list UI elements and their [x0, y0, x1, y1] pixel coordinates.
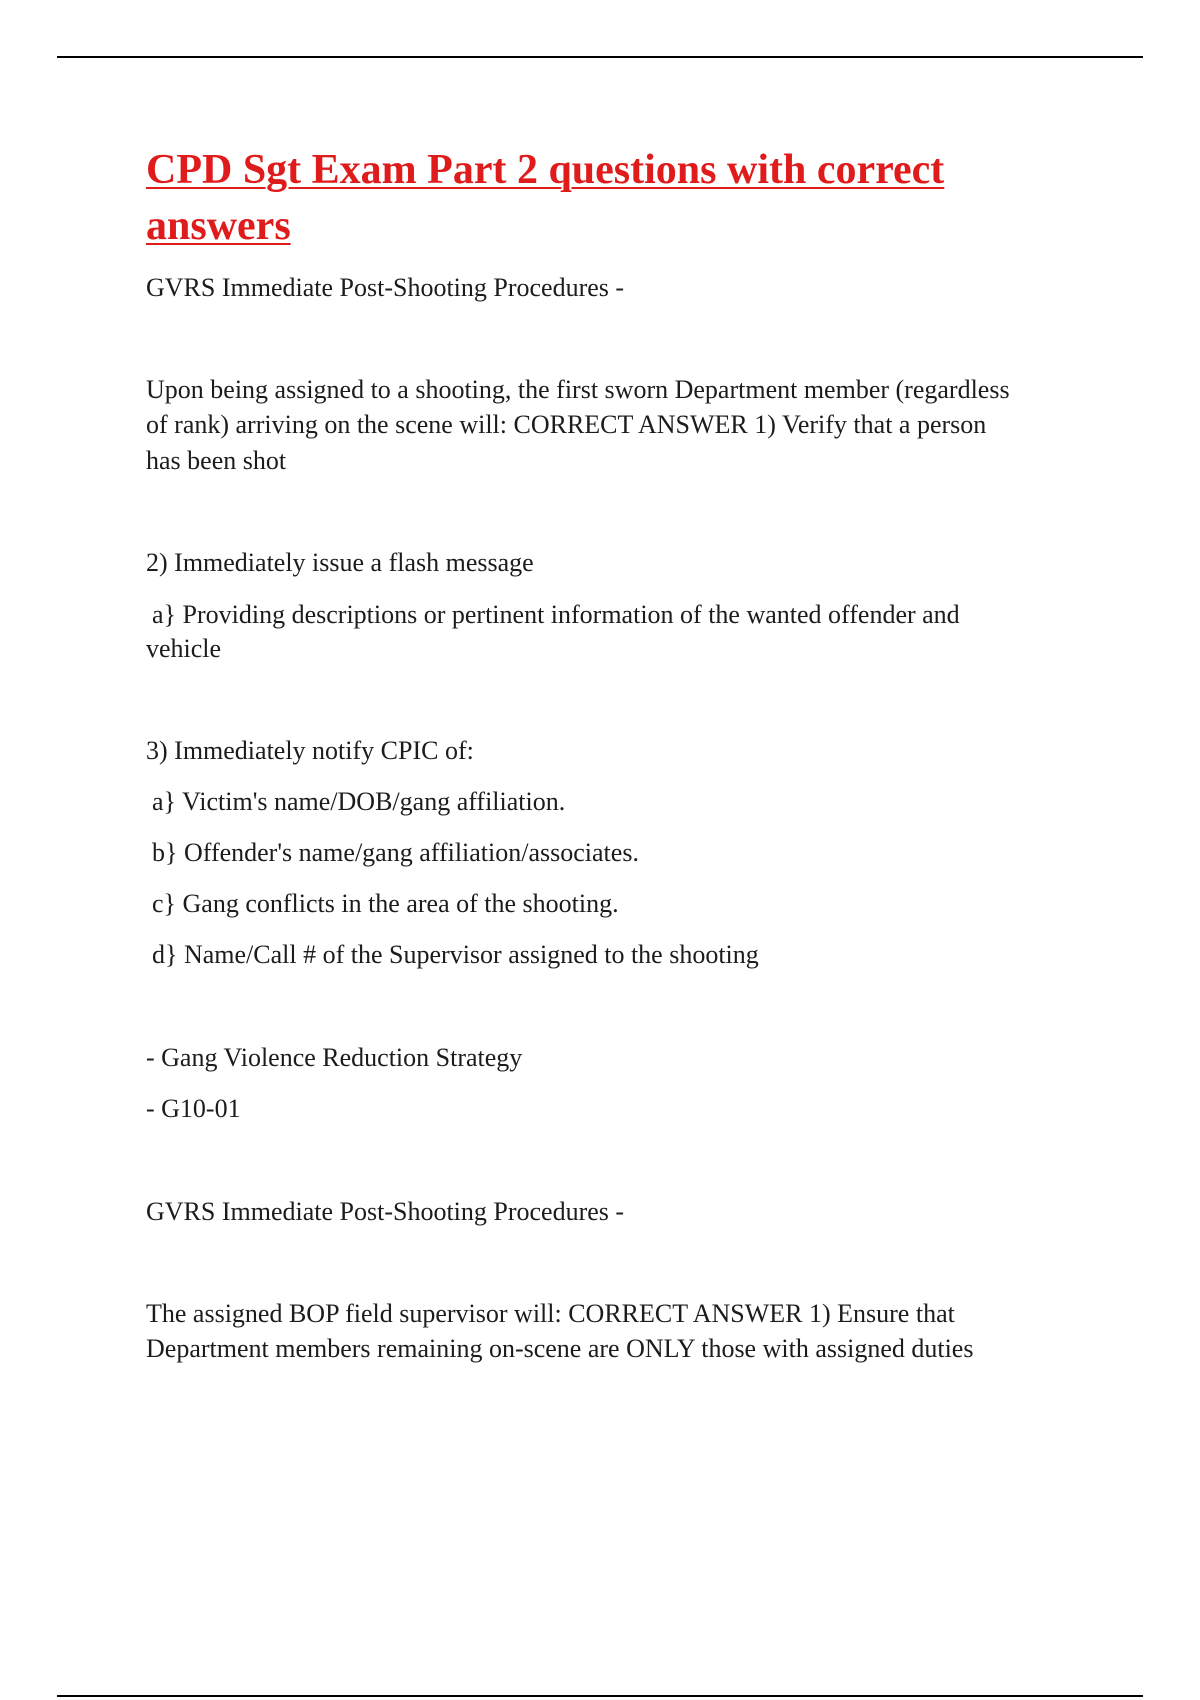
step-3-item-b: b} Offender's name/gang affiliation/associates.	[152, 838, 639, 867]
section1-question-line-2: of rank) arriving on the scene will: CORRECT ANSWER 1) Verify that a person	[146, 410, 987, 439]
step-3-item-d: d} Name/Call # of the Supervisor assigned to the shooting	[152, 940, 759, 969]
section2-heading: GVRS Immediate Post-Shooting Procedures -	[146, 1197, 625, 1226]
step-3-item-a: a} Victim's name/DOB/gang affiliation.	[152, 787, 566, 816]
step-2-a-line-1: a} Providing descriptions or pertinent information of the wanted offender and	[152, 600, 960, 629]
title-line-2: answers	[146, 203, 291, 249]
section2-question-line-2: Department members remaining on-scene are ONLY those with assigned duties	[146, 1334, 974, 1363]
header-rule	[57, 56, 1143, 58]
section1-heading: GVRS Immediate Post-Shooting Procedures -	[146, 273, 625, 302]
step-2: 2) Immediately issue a flash message	[146, 548, 534, 577]
step-3-item-c: c} Gang conflicts in the area of the shooting.	[152, 889, 619, 918]
section1-question-line-3: has been shot	[146, 446, 287, 475]
footer-rule	[57, 1695, 1143, 1697]
title-line-1: CPD Sgt Exam Part 2 questions with correct	[146, 147, 945, 193]
reference-1: - Gang Violence Reduction Strategy	[146, 1043, 523, 1072]
section1-question-line-1: Upon being assigned to a shooting, the first sworn Department member (regardless	[146, 375, 1010, 404]
reference-2: - G10-01	[146, 1094, 241, 1123]
section2-question-line-1: The assigned BOP field supervisor will: CORRECT ANSWER 1) Ensure that	[146, 1299, 955, 1328]
step-2-a-line-2: vehicle	[146, 634, 222, 663]
step-3: 3) Immediately notify CPIC of:	[146, 736, 474, 765]
document-title	[146, 142, 1086, 254]
